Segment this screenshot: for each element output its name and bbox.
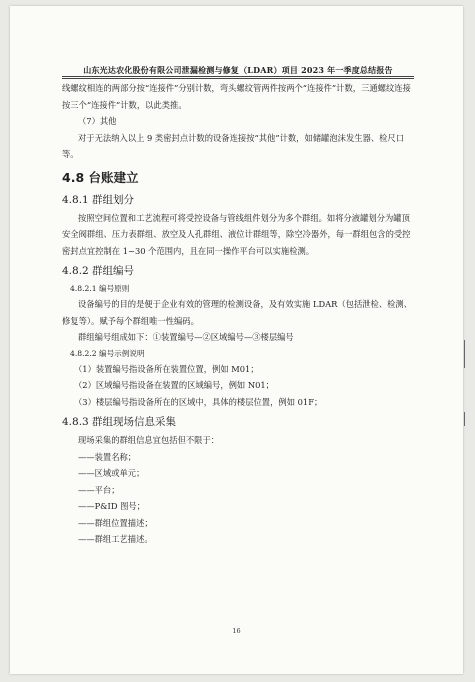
- section-heading-4-8-2-1: 4.8.2.1 编号原则: [70, 284, 130, 293]
- list-item: ——P&ID 图号；: [78, 501, 146, 511]
- item-heading-other: （7）其他: [78, 116, 117, 126]
- list-item: ——群组工艺描述。: [78, 534, 153, 544]
- list-item: （3）楼层编号指设备所在的区域中，具体的楼层位置，例如 01F；: [74, 396, 323, 407]
- paragraph-numbering-composition: 群组编号组成如下：①装置编号—②区域编号—③楼层编号: [78, 332, 294, 342]
- section-heading-4-8-2: 4.8.2 群组编号: [62, 265, 135, 277]
- list-item: ——装置名称；: [78, 451, 137, 462]
- list-item: （2）区域编号指设备在装置的区域编号，例如 N01；: [74, 380, 274, 390]
- page-number: 16: [232, 627, 241, 635]
- header-rule: [62, 76, 414, 79]
- section-heading-4-8-3: 4.8.3 群组现场信息采集: [62, 416, 177, 428]
- paragraph-continued: 线螺纹相连的两部分按“连接件”分别计数，弯头螺纹管两件按两个“连接件”计数，三通螺纹连接按三个“连接件”计数，以此类推。: [62, 83, 411, 110]
- section-heading-4-8: 4.8 台账建立: [62, 169, 139, 185]
- paragraph-group-division: 按照空间位置和工艺流程可将受控设备与管线组件划分为多个群组。如将分液罐划分为罐顶安全阀群组、压力表群组、放空及人孔群组、液位计群组等，除空冷器外，每一群组包含的受控密封点宜控制在 1~30 个范围内，且在同一操作平台可以实施检测。: [62, 212, 411, 256]
- list-item: ——平台；: [78, 484, 120, 495]
- scan-edge-mark: [464, 412, 465, 426]
- scan-edge-mark: [464, 340, 465, 368]
- paragraph-info-collection: 现场采集的群组信息宜包括但不限于：: [78, 435, 220, 445]
- paragraph-numbering-principle: 设备编号的目的是便于企业有效的管理的检测设备，及有效实施 LDAR（包括泄检、检测、修复等）。赋予每个群组唯一性编码。: [62, 299, 413, 326]
- list-item: （1）装置编号指设备所在装置位置，例如 M01；: [74, 363, 259, 374]
- paragraph-other: 对于无法纳入以上 9 类密封点计数的设备连接按“其他”计数，如储罐泡沫发生器、检尺口等。: [62, 132, 405, 159]
- list-item: ——区域或单元；: [78, 468, 145, 478]
- running-header: 山东光达农化股份有限公司泄漏检测与修复（LDAR）项目 2023 年一季度总结报告: [83, 65, 393, 75]
- section-heading-4-8-2-2: 4.8.2.2 编号示例说明: [70, 348, 145, 358]
- list-item: ——群组位置描述；: [78, 517, 153, 528]
- section-heading-4-8-1: 4.8.1 群组划分: [62, 193, 135, 206]
- document-page: [10, 6, 463, 674]
- page-body: [62, 80, 414, 548]
